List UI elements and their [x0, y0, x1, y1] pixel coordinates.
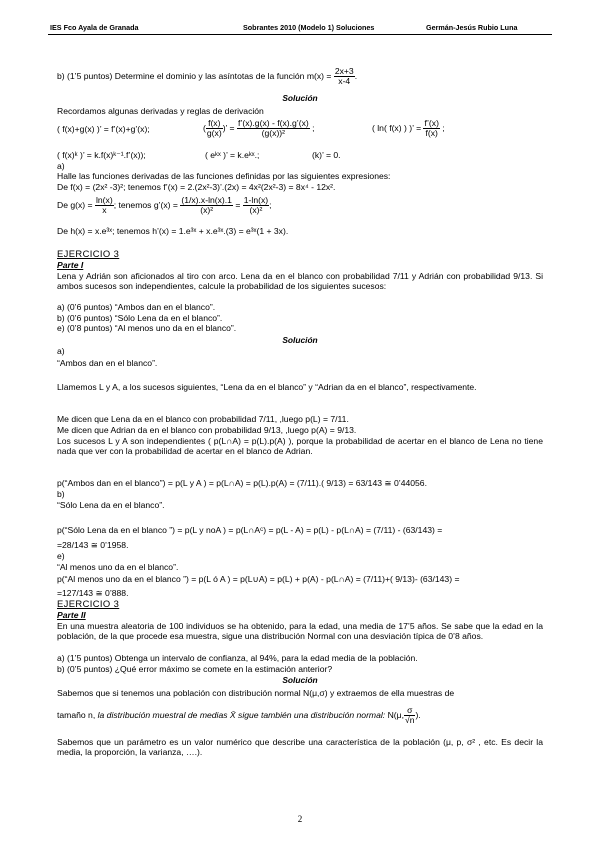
header-left: IES Fco Ayala de Granada	[50, 23, 139, 32]
rule-ln: ( ln( f(x) ) )’ = $\frac{f’(x)}{f(x)}$ ;	[372, 118, 445, 138]
answer-a-label: a)	[57, 346, 65, 356]
parte-ii-statement: En una muestra aleatoria de 100 individuos se ha obtenido, para la edad, una media de 17’5 años. Se sabe que la edad en la población, de la que procede esa muestra, sigue una distribución Normal con una desviación típica de 0’8 años.	[57, 621, 543, 642]
question-a-2: a) (1’5 puntos) Obtenga un intervalo de confianza, al 94%, para la edad media de la población.	[57, 653, 418, 663]
dicen-lena: Me dicen que Lena da en el blanco con probabilidad 7/11, ,luego p(L) = 7/11.	[57, 414, 349, 424]
ejercicio3-title: EJERCICIO 3	[57, 248, 120, 259]
answer-a-text: “Ambos dan en el blanco”.	[57, 358, 158, 368]
f-derivative: De f(x) = (2x² -3)²; tenemos f’(x) = 2.(2x²-3)’.(2x) = 4x²(2x²-3) = 8x⁴ - 12x².	[57, 182, 336, 192]
dicen-adrian: Me dicen que Adrian da en el blanco con probabilidad 9/13, ,luego p(A) = 9/13.	[57, 425, 357, 435]
h-derivative: De h(x) = x.e³ˣ; tenemos h’(x) = 1.e³ˣ + x.e³ˣ.(3) = e³ˣ(1 + 3x).	[57, 226, 289, 236]
rule-exp: ( eᵏˣ )’ = k.eᵏˣ.;	[205, 150, 260, 160]
rule-const: (k)’ = 0.	[312, 150, 341, 160]
recordamos-text: Recordamos algunas derivadas y reglas de derivación	[57, 106, 264, 116]
solution-heading: Solución	[282, 335, 318, 345]
a-label: a)	[57, 161, 65, 171]
result-e-line2: =127/143 ≅ 0’888.	[57, 588, 129, 598]
parte-i-label: Parte I	[57, 260, 84, 270]
question-a: a) (0’6 puntos) “Ambos dan en el blanco”.	[57, 302, 216, 312]
header-right: Germán-Jesús Rubio Luna	[426, 23, 518, 32]
solution-heading: Solución	[282, 675, 318, 685]
header-center: Sobrantes 2010 (Modelo 1) Soluciones	[243, 23, 375, 32]
rule-quotient: ( $\frac{f(x)}{g(x)}$ )’ = $\frac{f’(x).g(x) - f(x).g’(x)}{\text{(g(x))²}}$ ;	[203, 118, 315, 138]
parametro-text: Sabemos que un parámetro es un valor numérico que describe una característica de la población (μ, p, σ² , etc. Es decir la media, la proporción, la varianza, ….).	[57, 737, 543, 758]
solution-heading: Solución	[282, 93, 318, 103]
answer-e-label: e)	[57, 551, 65, 561]
rule-sum: ( f(x)+g(x) )’ = f’(x)+g’(x);	[57, 124, 150, 134]
page-number: 2	[297, 814, 303, 824]
page-header	[48, 22, 552, 35]
part-b-statement: b) (1’5 puntos) Determine el dominio y las asíntotas de la función m(x) = $\frac{2x+3}{x-4}$ .	[57, 66, 358, 86]
question-b-2: b) (0’5 puntos) ¿Qué error máximo se comete en la estimación anterior?	[57, 664, 333, 674]
g-derivative: De g(x) = $\frac{\ln(x)}{x}$ ; tenemos g’(x) = $\frac{(1/x).x-\ln(x).1}{\text{(x)²}}$ = $\frac{1-\ln(x)}{\text{(x)²}}$ ;	[57, 195, 272, 215]
llamemos-text: Llamemos L y A, a los sucesos siguientes, “Lena da en el blanco” y “Adrian da en el blanco”, respectivamente.	[57, 382, 477, 392]
independence-text: Los sucesos L y A son independientes ( p(L∩A) = p(L).p(A) ), porque la probabilidad de acertar en el blanco de Lena no tiene nada que ver con la probabilidad de acertar en el blanco de Adrian.	[57, 436, 543, 457]
question-e: e) (0’8 puntos) “Al menos uno da en el blanco”.	[57, 323, 237, 333]
sabemos-text: Sabemos que si tenemos una población con distribución normal N(μ,σ) y extraemos de ella muestras de	[57, 688, 455, 698]
rule-power: ( f(x)ᵏ )’ = k.f(x)ᵏ⁻¹.f’(x));	[57, 150, 146, 160]
parte-i-statement: Lena y Adrián son aficionados al tiro con arco. Lena da en el blanco con probabilidad 7/11 y Adrián con probabilidad 9/13. Si ambos sucesos son independientes, calcule la probabilidad de los siguientes sucesos:	[57, 271, 543, 292]
answer-e-text: “Al menos uno da en el blanco”.	[57, 562, 179, 572]
question-b: b) (0’6 puntos) “Sólo Lena da en el blanco”.	[57, 313, 223, 323]
muestral-text: tamaño n, la distribución muestral de medias X̄ sigue también una distribución normal: N(μ, $\frac{\sigma}{√n}$ ).	[57, 705, 421, 725]
result-e-line1: p(“Al menos uno da en el blanco ”) = p(L ó A ) = p(L∪A) = p(L) + p(A) - p(L∩A) = (7/11)+( 9/13)- (63/143) =	[57, 574, 460, 584]
result-b-line2: =28/143 ≅ 0’1958.	[57, 540, 129, 550]
result-b-line1: p(“Sólo Lena da en el blanco ”) = p(L y noA ) = p(L∩Aᶜ) = p(L - A) = p(L) - p(L∩A) = (7/11) - (63/143) =	[57, 525, 443, 535]
halle-text: Halle las funciones derivadas de las funciones definidas por las siguientes expresiones:	[57, 171, 391, 181]
parte-ii-label: Parte II	[57, 610, 86, 620]
ejercicio3-title-2: EJERCICIO 3	[57, 598, 120, 609]
result-a: p(“Ambos dan en el blanco”) = p(L y A ) = p(L∩A) = p(L).p(A) = (7/11).( 9/13) = 63/143 ≅ 0’44056.	[57, 478, 427, 488]
answer-b-text: “Sólo Lena da en el blanco”.	[57, 500, 165, 510]
answer-b-label: b)	[57, 489, 65, 499]
